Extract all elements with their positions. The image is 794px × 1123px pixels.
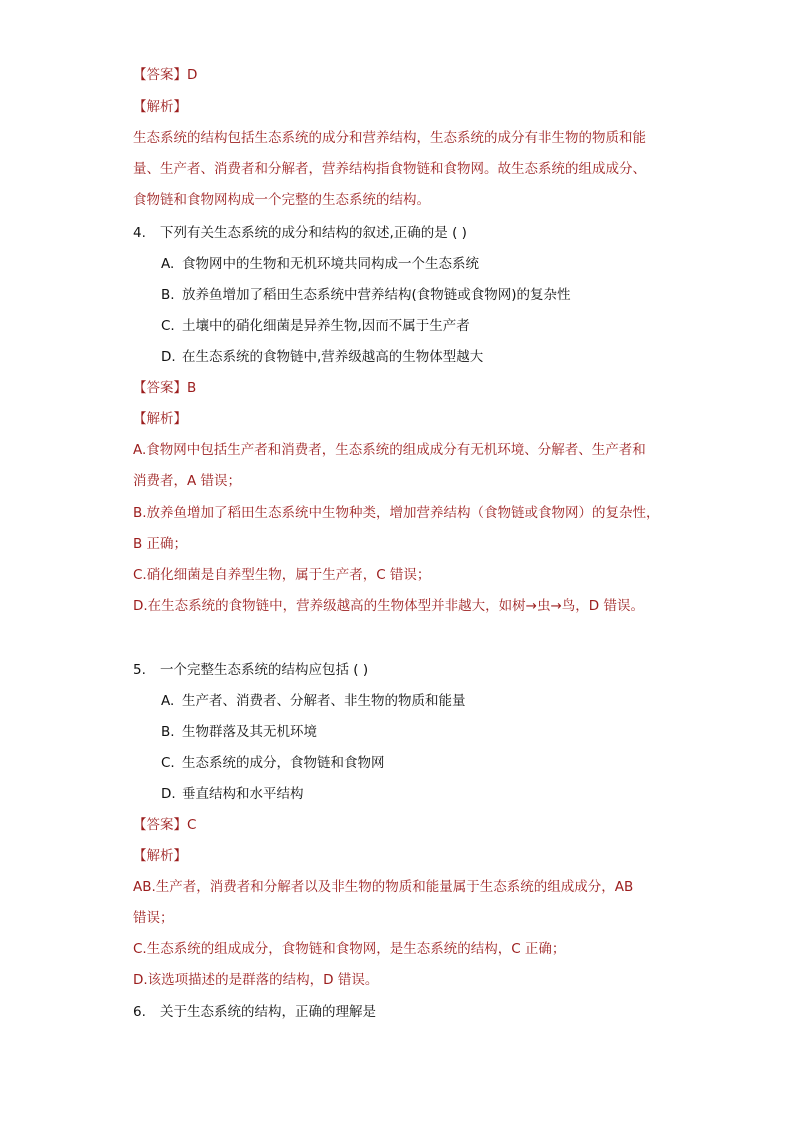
analysis-label-q4: 【解析】 <box>133 411 187 427</box>
analysis-line: C.生态系统的组成成分，食物链和食物网，是生态系统的结构，C 正确； <box>133 941 566 957</box>
option-letter: C. <box>161 318 175 334</box>
analysis-line: 食物链和食物网构成一个完整的生态系统的结构。 <box>133 192 430 208</box>
question-number: 5. <box>133 662 146 678</box>
analysis-line: 错误； <box>133 910 174 926</box>
question-stem: 下列有关生态系统的成分和结构的叙述,正确的是 ( ) <box>160 225 467 241</box>
option-a <box>161 254 479 274</box>
analysis-line: 量、生产者、消费者和分解者，营养结构指食物链和食物网。故生态系统的组成成分、 <box>133 161 646 177</box>
question-stem: 关于生态系统的结构，正确的理解是 <box>160 1004 376 1020</box>
option-text: 放养鱼增加了稻田生态系统中营养结构(食物链或食物网)的复杂性 <box>182 287 571 303</box>
option-text: 生态系统的成分，食物链和食物网 <box>182 755 385 771</box>
option-c <box>161 753 385 773</box>
option-letter: D. <box>161 786 176 802</box>
option-text: 在生态系统的食物链中,营养级越高的生物体型越大 <box>182 349 484 365</box>
question-5 <box>133 660 368 680</box>
option-d <box>161 784 304 804</box>
option-c <box>161 316 470 336</box>
analysis-line: A.食物网中包括生产者和消费者，生态系统的组成成分有无机环境、分解者、生产者和 <box>133 442 646 458</box>
analysis-line: B.放养鱼增加了稻田生态系统中生物种类，增加营养结构（食物链或食物网）的复杂性， <box>133 505 660 521</box>
answer-label-q4: 【答案】B <box>133 380 197 396</box>
option-text: 生物群落及其无机环境 <box>182 724 317 740</box>
analysis-line: B 正确； <box>133 536 188 552</box>
option-letter: B. <box>161 287 175 303</box>
option-b <box>161 285 571 305</box>
question-number: 4. <box>133 225 146 241</box>
option-text: 生产者、消费者、分解者、非生物的物质和能量 <box>182 693 466 709</box>
option-letter: D. <box>161 349 176 365</box>
answer-label-q5: 【答案】C <box>133 817 197 833</box>
option-letter: A. <box>161 256 175 272</box>
question-number: 6. <box>133 1004 146 1020</box>
option-letter: A. <box>161 693 175 709</box>
analysis-label-q5: 【解析】 <box>133 848 187 864</box>
option-text: 垂直结构和水平结构 <box>182 786 304 802</box>
question-4 <box>133 223 467 243</box>
option-d <box>161 347 483 367</box>
option-letter: B. <box>161 724 175 740</box>
analysis-label-q3: 【解析】 <box>133 99 187 115</box>
analysis-line: C.硝化细菌是自养型生物，属于生产者，C 错误； <box>133 567 431 583</box>
analysis-line: D.在生态系统的食物链中，营养级越高的生物体型并非越大，如树→虫→鸟，D 错误。 <box>133 598 644 614</box>
analysis-line: 消费者，A 错误； <box>133 473 242 489</box>
option-text: 土壤中的硝化细菌是异养生物,因而不属于生产者 <box>182 318 470 334</box>
option-b <box>161 722 317 742</box>
option-letter: C. <box>161 755 175 771</box>
analysis-line: D.该选项描述的是群落的结构，D 错误。 <box>133 972 379 988</box>
analysis-line: 生态系统的结构包括生态系统的成分和营养结构，生态系统的成分有非生物的物质和能 <box>133 130 646 146</box>
question-6 <box>133 1002 376 1022</box>
analysis-line: AB.生产者，消费者和分解者以及非生物的物质和能量属于生态系统的组成成分，AB <box>133 879 634 895</box>
question-stem: 一个完整生态系统的结构应包括 ( ) <box>160 662 369 678</box>
option-text: 食物网中的生物和无机环境共同构成一个生态系统 <box>182 256 479 272</box>
answer-label-q3: 【答案】D <box>133 67 198 83</box>
option-a <box>161 691 466 711</box>
